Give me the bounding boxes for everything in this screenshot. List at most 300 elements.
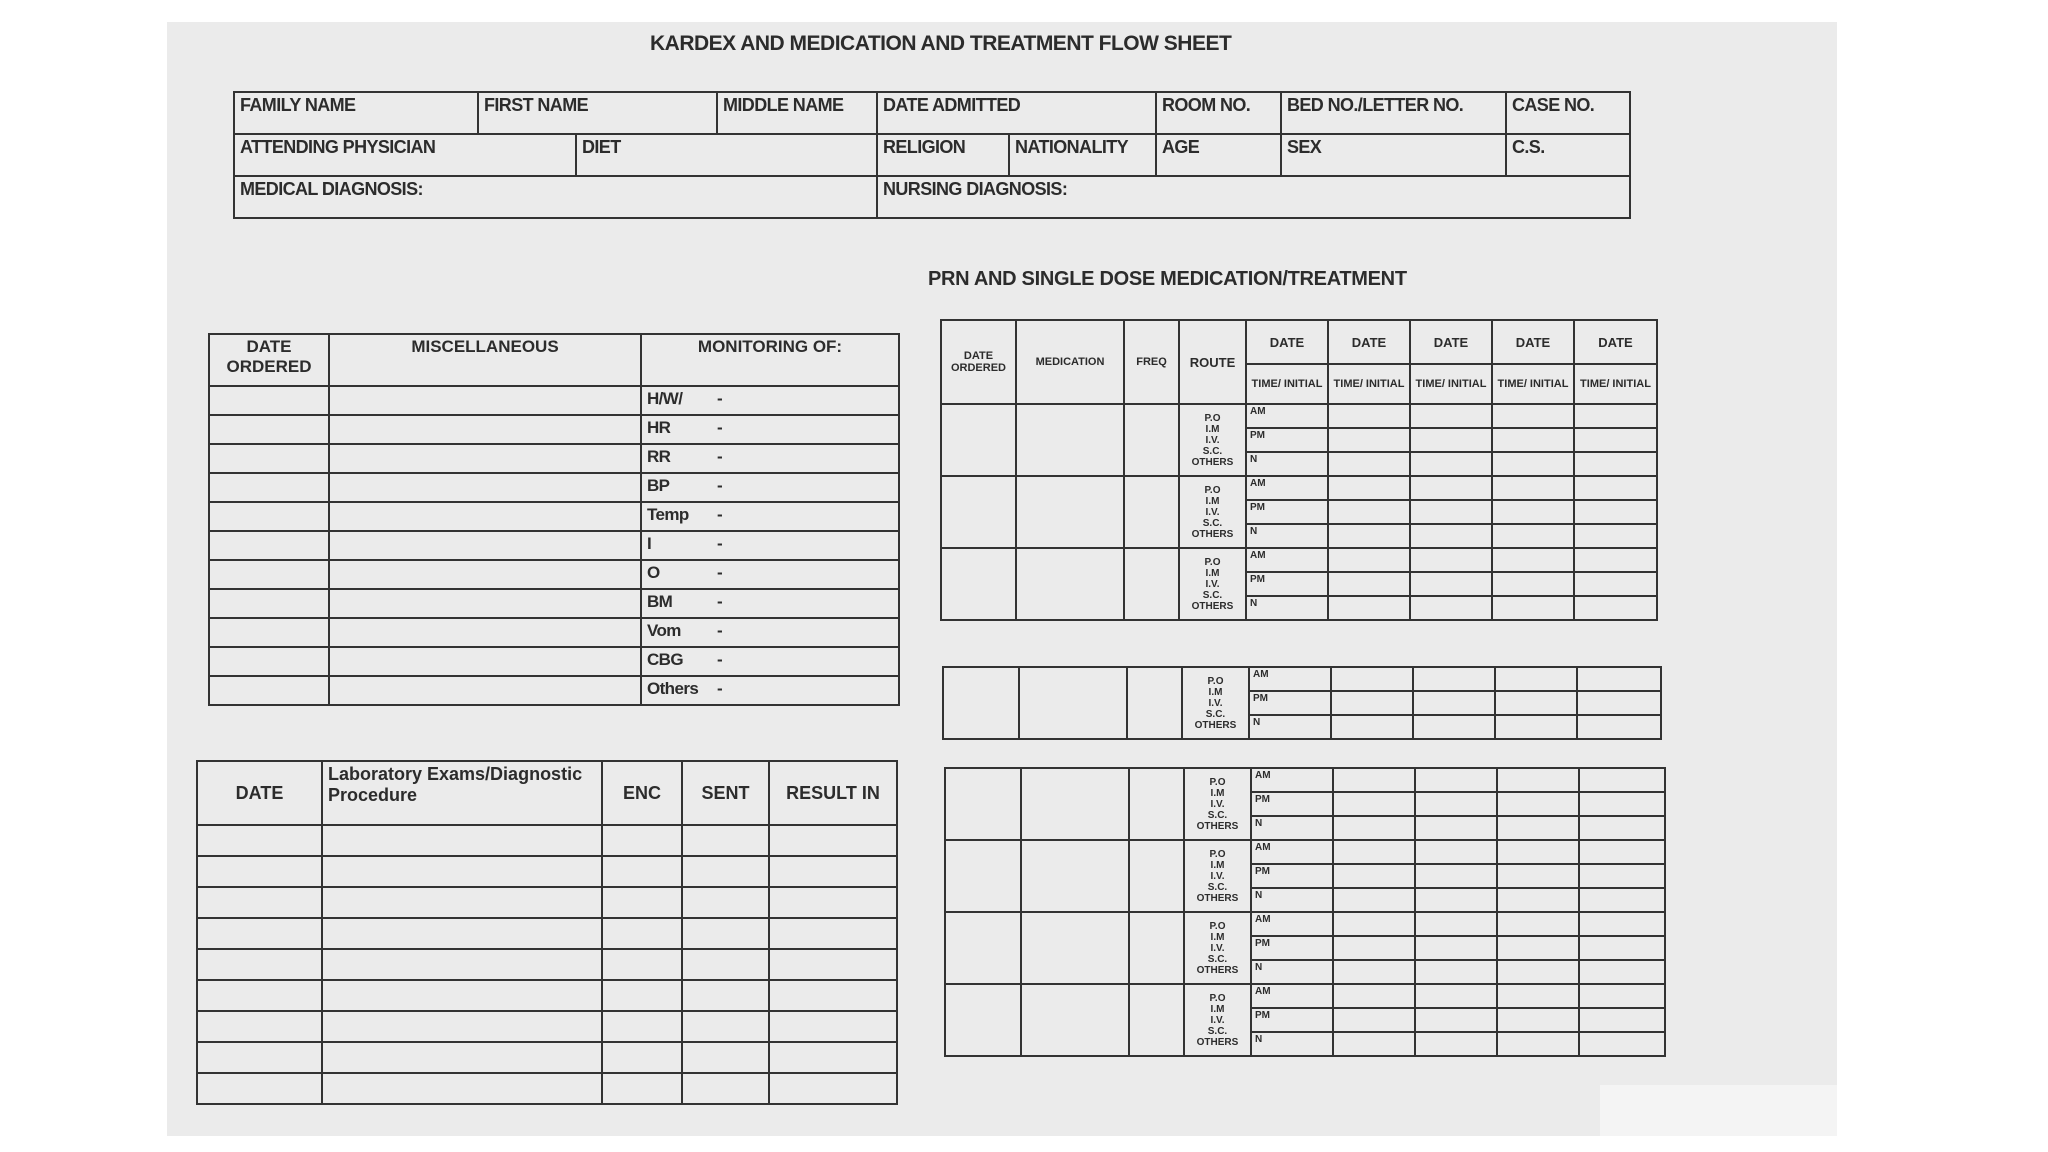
route-option: P.O	[1209, 920, 1226, 932]
time-initial-cell[interactable]	[1579, 840, 1665, 864]
lab-result-cell[interactable]	[769, 949, 897, 980]
miscellaneous-cell[interactable]	[329, 386, 641, 415]
miscellaneous-cell[interactable]	[329, 560, 641, 589]
prn-date-ordered-cell[interactable]	[941, 548, 1016, 620]
prn-table-1	[940, 319, 1658, 621]
time-slot-label: N	[1250, 454, 1258, 465]
time-initial-cell[interactable]	[1579, 792, 1665, 816]
time-initial-cell[interactable]	[1331, 667, 1413, 691]
lab-date-cell[interactable]	[197, 887, 322, 918]
time-slot-cell[interactable]	[1249, 691, 1331, 715]
time-initial-cell[interactable]	[1415, 1032, 1497, 1056]
lab-sent-cell[interactable]	[682, 856, 769, 887]
time-initial-cell[interactable]	[1574, 452, 1657, 476]
prn-date-ordered-cell[interactable]	[945, 768, 1021, 840]
time-initial-cell[interactable]	[1492, 500, 1574, 524]
lab-sent-cell[interactable]	[682, 949, 769, 980]
patient-header-table	[233, 91, 1631, 219]
time-initial-cell[interactable]	[1410, 596, 1492, 620]
prn-freq-cell[interactable]	[1129, 912, 1184, 984]
lab-result-cell[interactable]	[769, 825, 897, 856]
time-initial-cell[interactable]	[1497, 840, 1579, 864]
time-slot-label: PM	[1255, 866, 1270, 877]
route-option: P.O	[1204, 556, 1221, 568]
time-slot-label: AM	[1250, 406, 1266, 417]
time-initial-cell[interactable]	[1333, 960, 1415, 984]
route-option: I.M	[1210, 787, 1225, 799]
prn-freq-cell[interactable]	[1124, 404, 1179, 476]
lab-sent-cell[interactable]	[682, 825, 769, 856]
time-initial-cell[interactable]	[1577, 715, 1661, 739]
lab-sent-cell[interactable]	[682, 918, 769, 949]
lab-date-cell[interactable]	[197, 1011, 322, 1042]
lab-enc-cell[interactable]	[602, 856, 682, 887]
time-slot-cell[interactable]	[1251, 960, 1333, 984]
time-initial-cell[interactable]	[1328, 476, 1410, 500]
time-initial-cell[interactable]	[1495, 691, 1577, 715]
time-slot-cell[interactable]	[1251, 864, 1333, 888]
time-initial-cell[interactable]	[1331, 715, 1413, 739]
time-initial-cell[interactable]	[1497, 864, 1579, 888]
time-slot-cell[interactable]	[1246, 596, 1328, 620]
time-initial-cell[interactable]	[1579, 1008, 1665, 1032]
time-initial-cell[interactable]	[1579, 864, 1665, 888]
prn-date-ordered-cell[interactable]	[945, 984, 1021, 1056]
miscellaneous-cell[interactable]	[329, 444, 641, 473]
time-slot-cell[interactable]	[1251, 816, 1333, 840]
date-ordered-cell[interactable]	[209, 386, 329, 415]
lab-result-cell[interactable]	[769, 1073, 897, 1104]
time-initial-cell[interactable]	[1415, 912, 1497, 936]
lab-exam-cell[interactable]	[322, 918, 602, 949]
route-option: I.M	[1205, 495, 1220, 507]
lab-exam-cell[interactable]	[322, 1073, 602, 1104]
lab-date-cell[interactable]	[197, 949, 322, 980]
monitoring-item-label: HR	[647, 418, 671, 437]
lab-sent-cell[interactable]	[682, 980, 769, 1011]
time-initial-cell[interactable]	[1410, 452, 1492, 476]
date-ordered-cell[interactable]	[209, 618, 329, 647]
route-option: OTHERS	[1191, 528, 1234, 540]
time-slot-label: N	[1255, 962, 1263, 973]
lab-date-cell[interactable]	[197, 1042, 322, 1073]
prn-route-cell	[1179, 404, 1246, 476]
time-initial-cell[interactable]	[1492, 476, 1574, 500]
time-slot-cell[interactable]	[1246, 428, 1328, 452]
misc-row	[209, 560, 899, 589]
lab-exam-cell[interactable]	[322, 1011, 602, 1042]
time-slot-cell[interactable]	[1251, 912, 1333, 936]
monitoring-cell	[641, 415, 899, 444]
lab-exam-cell[interactable]	[322, 887, 602, 918]
time-initial-cell[interactable]	[1579, 888, 1665, 912]
time-initial-cell[interactable]	[1497, 984, 1579, 1008]
time-slot-label: N	[1255, 890, 1263, 901]
miscellaneous-cell[interactable]	[329, 618, 641, 647]
time-slot-cell[interactable]	[1246, 476, 1328, 500]
nationality-label: NATIONALITY	[1009, 134, 1156, 176]
time-slot-cell[interactable]	[1246, 452, 1328, 476]
time-initial-cell[interactable]	[1333, 792, 1415, 816]
time-initial-cell[interactable]	[1579, 984, 1665, 1008]
case-no-label: CASE NO.	[1506, 92, 1630, 134]
time-initial-cell[interactable]	[1577, 667, 1661, 691]
date-ordered-cell[interactable]	[209, 676, 329, 705]
date-ordered-cell[interactable]	[209, 560, 329, 589]
time-initial-cell[interactable]	[1328, 572, 1410, 596]
time-slot-label: PM	[1250, 502, 1265, 513]
time-initial-cell[interactable]	[1579, 912, 1665, 936]
lab-result-cell[interactable]	[769, 1011, 897, 1042]
time-initial-cell[interactable]	[1579, 768, 1665, 792]
misc-row	[209, 589, 899, 618]
time-initial-cell[interactable]	[1497, 960, 1579, 984]
time-initial-cell[interactable]	[1328, 428, 1410, 452]
monitoring-item-label: BM	[647, 592, 673, 611]
route-option: I.V.	[1210, 942, 1225, 954]
prn-row	[941, 404, 1657, 428]
lab-exam-cell[interactable]	[322, 825, 602, 856]
date-ordered-cell[interactable]	[209, 415, 329, 444]
time-initial-cell[interactable]	[1415, 864, 1497, 888]
miscellaneous-header: MISCELLANEOUS	[329, 334, 641, 386]
time-slot-cell[interactable]	[1251, 768, 1333, 792]
time-initial-cell[interactable]	[1410, 548, 1492, 572]
time-initial-cell[interactable]	[1579, 1032, 1665, 1056]
time-initial-cell[interactable]	[1333, 984, 1415, 1008]
time-initial-cell[interactable]	[1415, 888, 1497, 912]
lab-result-cell[interactable]	[769, 1042, 897, 1073]
time-initial-cell[interactable]	[1413, 667, 1495, 691]
time-initial-cell[interactable]	[1328, 500, 1410, 524]
time-initial-cell[interactable]	[1579, 936, 1665, 960]
route-option: I.M	[1205, 567, 1220, 579]
miscellaneous-cell[interactable]	[329, 589, 641, 618]
route-option: I.V.	[1210, 798, 1225, 810]
lab-result-cell[interactable]	[769, 856, 897, 887]
prn-medication-cell[interactable]	[1016, 476, 1124, 548]
lab-date-cell[interactable]	[197, 918, 322, 949]
prn-freq-cell[interactable]	[1124, 476, 1179, 548]
lab-sent-cell[interactable]	[682, 1011, 769, 1042]
time-initial-cell[interactable]	[1415, 816, 1497, 840]
time-slot-label: AM	[1255, 770, 1271, 781]
prn-date-header: DATE	[1246, 320, 1328, 364]
lab-exam-cell[interactable]	[322, 949, 602, 980]
time-initial-cell[interactable]	[1410, 524, 1492, 548]
time-initial-cell[interactable]	[1415, 840, 1497, 864]
time-initial-cell[interactable]	[1328, 548, 1410, 572]
time-initial-cell[interactable]	[1415, 768, 1497, 792]
time-initial-cell[interactable]	[1328, 596, 1410, 620]
time-initial-cell[interactable]	[1577, 691, 1661, 715]
prn-freq-header: FREQ	[1124, 320, 1179, 404]
religion-label: RELIGION	[877, 134, 1009, 176]
lab-enc-cell[interactable]	[602, 980, 682, 1011]
monitoring-cell	[641, 676, 899, 705]
time-initial-cell[interactable]	[1415, 792, 1497, 816]
date-ordered-cell[interactable]	[209, 473, 329, 502]
nursing-diagnosis-label: NURSING DIAGNOSIS:	[877, 176, 1630, 218]
time-initial-cell[interactable]	[1492, 428, 1574, 452]
attending-physician-label: ATTENDING PHYSICIAN	[234, 134, 576, 176]
middle-name-label: MIDDLE NAME	[717, 92, 877, 134]
time-initial-cell[interactable]	[1497, 912, 1579, 936]
prn-date-ordered-cell[interactable]	[941, 404, 1016, 476]
time-initial-cell[interactable]	[1333, 816, 1415, 840]
lab-date-cell[interactable]	[197, 980, 322, 1011]
time-initial-cell[interactable]	[1497, 1032, 1579, 1056]
date-ordered-cell[interactable]	[209, 444, 329, 473]
prn-date-ordered-cell[interactable]	[943, 667, 1019, 739]
time-initial-cell[interactable]	[1495, 667, 1577, 691]
time-initial-cell[interactable]	[1574, 572, 1657, 596]
time-initial-cell[interactable]	[1328, 524, 1410, 548]
age-label: AGE	[1156, 134, 1281, 176]
prn-medication-cell[interactable]	[1021, 768, 1129, 840]
time-slot-cell[interactable]	[1249, 667, 1331, 691]
time-initial-cell[interactable]	[1497, 1008, 1579, 1032]
route-option: P.O	[1209, 776, 1226, 788]
route-option: I.V.	[1210, 1014, 1225, 1026]
time-slot-label: AM	[1255, 842, 1271, 853]
lab-result-cell[interactable]	[769, 980, 897, 1011]
time-initial-cell[interactable]	[1333, 1008, 1415, 1032]
prn-freq-cell[interactable]	[1129, 768, 1184, 840]
time-initial-cell[interactable]	[1333, 768, 1415, 792]
lab-row	[197, 825, 897, 856]
lab-enc-cell[interactable]	[602, 1073, 682, 1104]
lab-sent-cell[interactable]	[682, 1042, 769, 1073]
miscellaneous-cell[interactable]	[329, 415, 641, 444]
time-initial-cell[interactable]	[1492, 596, 1574, 620]
prn-freq-cell[interactable]	[1127, 667, 1182, 739]
time-slot-label: N	[1255, 1034, 1263, 1045]
time-initial-cell[interactable]	[1410, 428, 1492, 452]
room-no-label: ROOM NO.	[1156, 92, 1281, 134]
time-initial-cell[interactable]	[1574, 428, 1657, 452]
time-initial-cell[interactable]	[1574, 548, 1657, 572]
misc-row	[209, 531, 899, 560]
date-ordered-cell[interactable]	[209, 647, 329, 676]
monitoring-dash: -	[717, 534, 723, 553]
time-initial-cell[interactable]	[1574, 596, 1657, 620]
time-initial-cell[interactable]	[1328, 452, 1410, 476]
time-initial-cell[interactable]	[1410, 476, 1492, 500]
time-slot-label: N	[1253, 717, 1261, 728]
time-initial-cell[interactable]	[1497, 816, 1579, 840]
miscellaneous-cell[interactable]	[329, 531, 641, 560]
route-option: OTHERS	[1196, 892, 1239, 904]
time-initial-cell[interactable]	[1331, 691, 1413, 715]
bed-no-label: BED NO./LETTER NO.	[1281, 92, 1506, 134]
time-initial-cell[interactable]	[1415, 960, 1497, 984]
time-slot-cell[interactable]	[1251, 792, 1333, 816]
time-initial-cell[interactable]	[1492, 404, 1574, 428]
lab-result-cell[interactable]	[769, 918, 897, 949]
prn-route-cell	[1182, 667, 1249, 739]
lab-exam-header: Laboratory Exams/Diagnostic Procedure	[322, 761, 602, 825]
time-slot-cell[interactable]	[1246, 524, 1328, 548]
time-slot-cell[interactable]	[1251, 984, 1333, 1008]
prn-route-cell	[1179, 548, 1246, 620]
prn-time-initial-header: TIME/ INITIAL	[1328, 364, 1410, 404]
monitoring-cell	[641, 531, 899, 560]
time-initial-cell[interactable]	[1413, 691, 1495, 715]
time-initial-cell[interactable]	[1333, 936, 1415, 960]
time-initial-cell[interactable]	[1574, 500, 1657, 524]
time-initial-cell[interactable]	[1410, 572, 1492, 596]
prn-route-cell	[1184, 984, 1251, 1056]
prn-date-ordered-cell[interactable]	[945, 912, 1021, 984]
monitoring-header: MONITORING OF:	[641, 334, 899, 386]
miscellaneous-cell[interactable]	[329, 502, 641, 531]
time-initial-cell[interactable]	[1415, 1008, 1497, 1032]
time-slot-cell[interactable]	[1251, 1008, 1333, 1032]
route-option: OTHERS	[1196, 820, 1239, 832]
time-initial-cell[interactable]	[1328, 404, 1410, 428]
time-slot-cell[interactable]	[1251, 936, 1333, 960]
family-name-label: FAMILY NAME	[234, 92, 478, 134]
route-option: I.V.	[1205, 434, 1220, 446]
lab-enc-cell[interactable]	[602, 1042, 682, 1073]
time-slot-cell[interactable]	[1246, 548, 1328, 572]
time-initial-cell[interactable]	[1333, 840, 1415, 864]
time-slot-cell[interactable]	[1251, 1032, 1333, 1056]
time-initial-cell[interactable]	[1333, 1032, 1415, 1056]
time-initial-cell[interactable]	[1410, 404, 1492, 428]
prn-medication-cell[interactable]	[1021, 840, 1129, 912]
prn-medication-cell[interactable]	[1021, 984, 1129, 1056]
lab-row	[197, 887, 897, 918]
prn-medication-cell[interactable]	[1016, 548, 1124, 620]
lab-date-cell[interactable]	[197, 856, 322, 887]
time-initial-cell[interactable]	[1495, 715, 1577, 739]
date-ordered-cell[interactable]	[209, 589, 329, 618]
time-slot-cell[interactable]	[1249, 715, 1331, 739]
prn-date-header: DATE	[1574, 320, 1657, 364]
prn-freq-cell[interactable]	[1129, 840, 1184, 912]
time-slot-cell[interactable]	[1251, 888, 1333, 912]
monitoring-item-label: BP	[647, 476, 670, 495]
lab-enc-header: ENC	[602, 761, 682, 825]
route-option: OTHERS	[1196, 964, 1239, 976]
monitoring-item-label: Others	[647, 679, 699, 698]
time-initial-cell[interactable]	[1410, 500, 1492, 524]
sex-label: SEX	[1281, 134, 1506, 176]
lab-exam-cell[interactable]	[322, 856, 602, 887]
time-slot-cell[interactable]	[1246, 572, 1328, 596]
time-initial-cell[interactable]	[1415, 936, 1497, 960]
time-initial-cell[interactable]	[1579, 960, 1665, 984]
lab-sent-cell[interactable]	[682, 1073, 769, 1104]
time-initial-cell[interactable]	[1497, 768, 1579, 792]
lab-enc-cell[interactable]	[602, 825, 682, 856]
time-initial-cell[interactable]	[1333, 912, 1415, 936]
prn-table-3	[944, 767, 1666, 1057]
date-ordered-cell[interactable]	[209, 531, 329, 560]
lab-enc-cell[interactable]	[602, 1011, 682, 1042]
route-option: I.M	[1208, 686, 1223, 698]
route-option: I.V.	[1210, 870, 1225, 882]
diet-label: DIET	[576, 134, 877, 176]
prn-medication-cell[interactable]	[1016, 404, 1124, 476]
time-initial-cell[interactable]	[1333, 888, 1415, 912]
time-initial-cell[interactable]	[1497, 792, 1579, 816]
route-option: P.O	[1209, 992, 1226, 1004]
route-option: OTHERS	[1196, 1036, 1239, 1048]
time-initial-cell[interactable]	[1413, 715, 1495, 739]
time-initial-cell[interactable]	[1492, 452, 1574, 476]
lab-row	[197, 1042, 897, 1073]
route-option: I.M	[1205, 423, 1220, 435]
prn-row	[941, 548, 1657, 572]
lab-result-cell[interactable]	[769, 887, 897, 918]
prn-date-ordered-cell[interactable]	[941, 476, 1016, 548]
lab-sent-cell[interactable]	[682, 887, 769, 918]
lab-row	[197, 856, 897, 887]
time-initial-cell[interactable]	[1415, 984, 1497, 1008]
prn-row	[945, 840, 1665, 864]
time-slot-label: AM	[1250, 550, 1266, 561]
time-slot-cell[interactable]	[1251, 840, 1333, 864]
lab-exam-cell[interactable]	[322, 1042, 602, 1073]
lab-exam-cell[interactable]	[322, 980, 602, 1011]
time-initial-cell[interactable]	[1574, 404, 1657, 428]
lab-enc-cell[interactable]	[602, 949, 682, 980]
route-option: I.M	[1210, 931, 1225, 943]
lab-enc-cell[interactable]	[602, 887, 682, 918]
prn-date-ordered-cell[interactable]	[945, 840, 1021, 912]
prn-medication-cell[interactable]	[1021, 912, 1129, 984]
lab-date-cell[interactable]	[197, 825, 322, 856]
lab-row	[197, 949, 897, 980]
time-initial-cell[interactable]	[1574, 476, 1657, 500]
lab-enc-cell[interactable]	[602, 918, 682, 949]
time-slot-cell[interactable]	[1246, 404, 1328, 428]
form-title: KARDEX AND MEDICATION AND TREATMENT FLOW SHEET	[650, 32, 1232, 55]
time-initial-cell[interactable]	[1492, 524, 1574, 548]
lab-date-cell[interactable]	[197, 1073, 322, 1104]
time-slot-cell[interactable]	[1246, 500, 1328, 524]
miscellaneous-cell[interactable]	[329, 473, 641, 502]
route-option: P.O	[1209, 848, 1226, 860]
lab-sent-header: SENT	[682, 761, 769, 825]
miscellaneous-cell[interactable]	[329, 647, 641, 676]
prn-date-header: DATE	[1492, 320, 1574, 364]
time-initial-cell[interactable]	[1497, 936, 1579, 960]
misc-row	[209, 473, 899, 502]
lab-row	[197, 980, 897, 1011]
prn-freq-cell[interactable]	[1124, 548, 1179, 620]
first-name-label: FIRST NAME	[478, 92, 717, 134]
prn-medication-cell[interactable]	[1019, 667, 1127, 739]
time-initial-cell[interactable]	[1574, 524, 1657, 548]
prn-row	[945, 768, 1665, 792]
time-initial-cell[interactable]	[1579, 816, 1665, 840]
miscellaneous-cell[interactable]	[329, 676, 641, 705]
date-ordered-cell[interactable]	[209, 502, 329, 531]
time-initial-cell[interactable]	[1333, 864, 1415, 888]
route-option: OTHERS	[1191, 600, 1234, 612]
monitoring-cell	[641, 589, 899, 618]
medical-diagnosis-label: MEDICAL DIAGNOSIS:	[234, 176, 877, 218]
time-initial-cell[interactable]	[1492, 548, 1574, 572]
prn-freq-cell[interactable]	[1129, 984, 1184, 1056]
time-initial-cell[interactable]	[1497, 888, 1579, 912]
prn-time-initial-header: TIME/ INITIAL	[1492, 364, 1574, 404]
time-initial-cell[interactable]	[1492, 572, 1574, 596]
